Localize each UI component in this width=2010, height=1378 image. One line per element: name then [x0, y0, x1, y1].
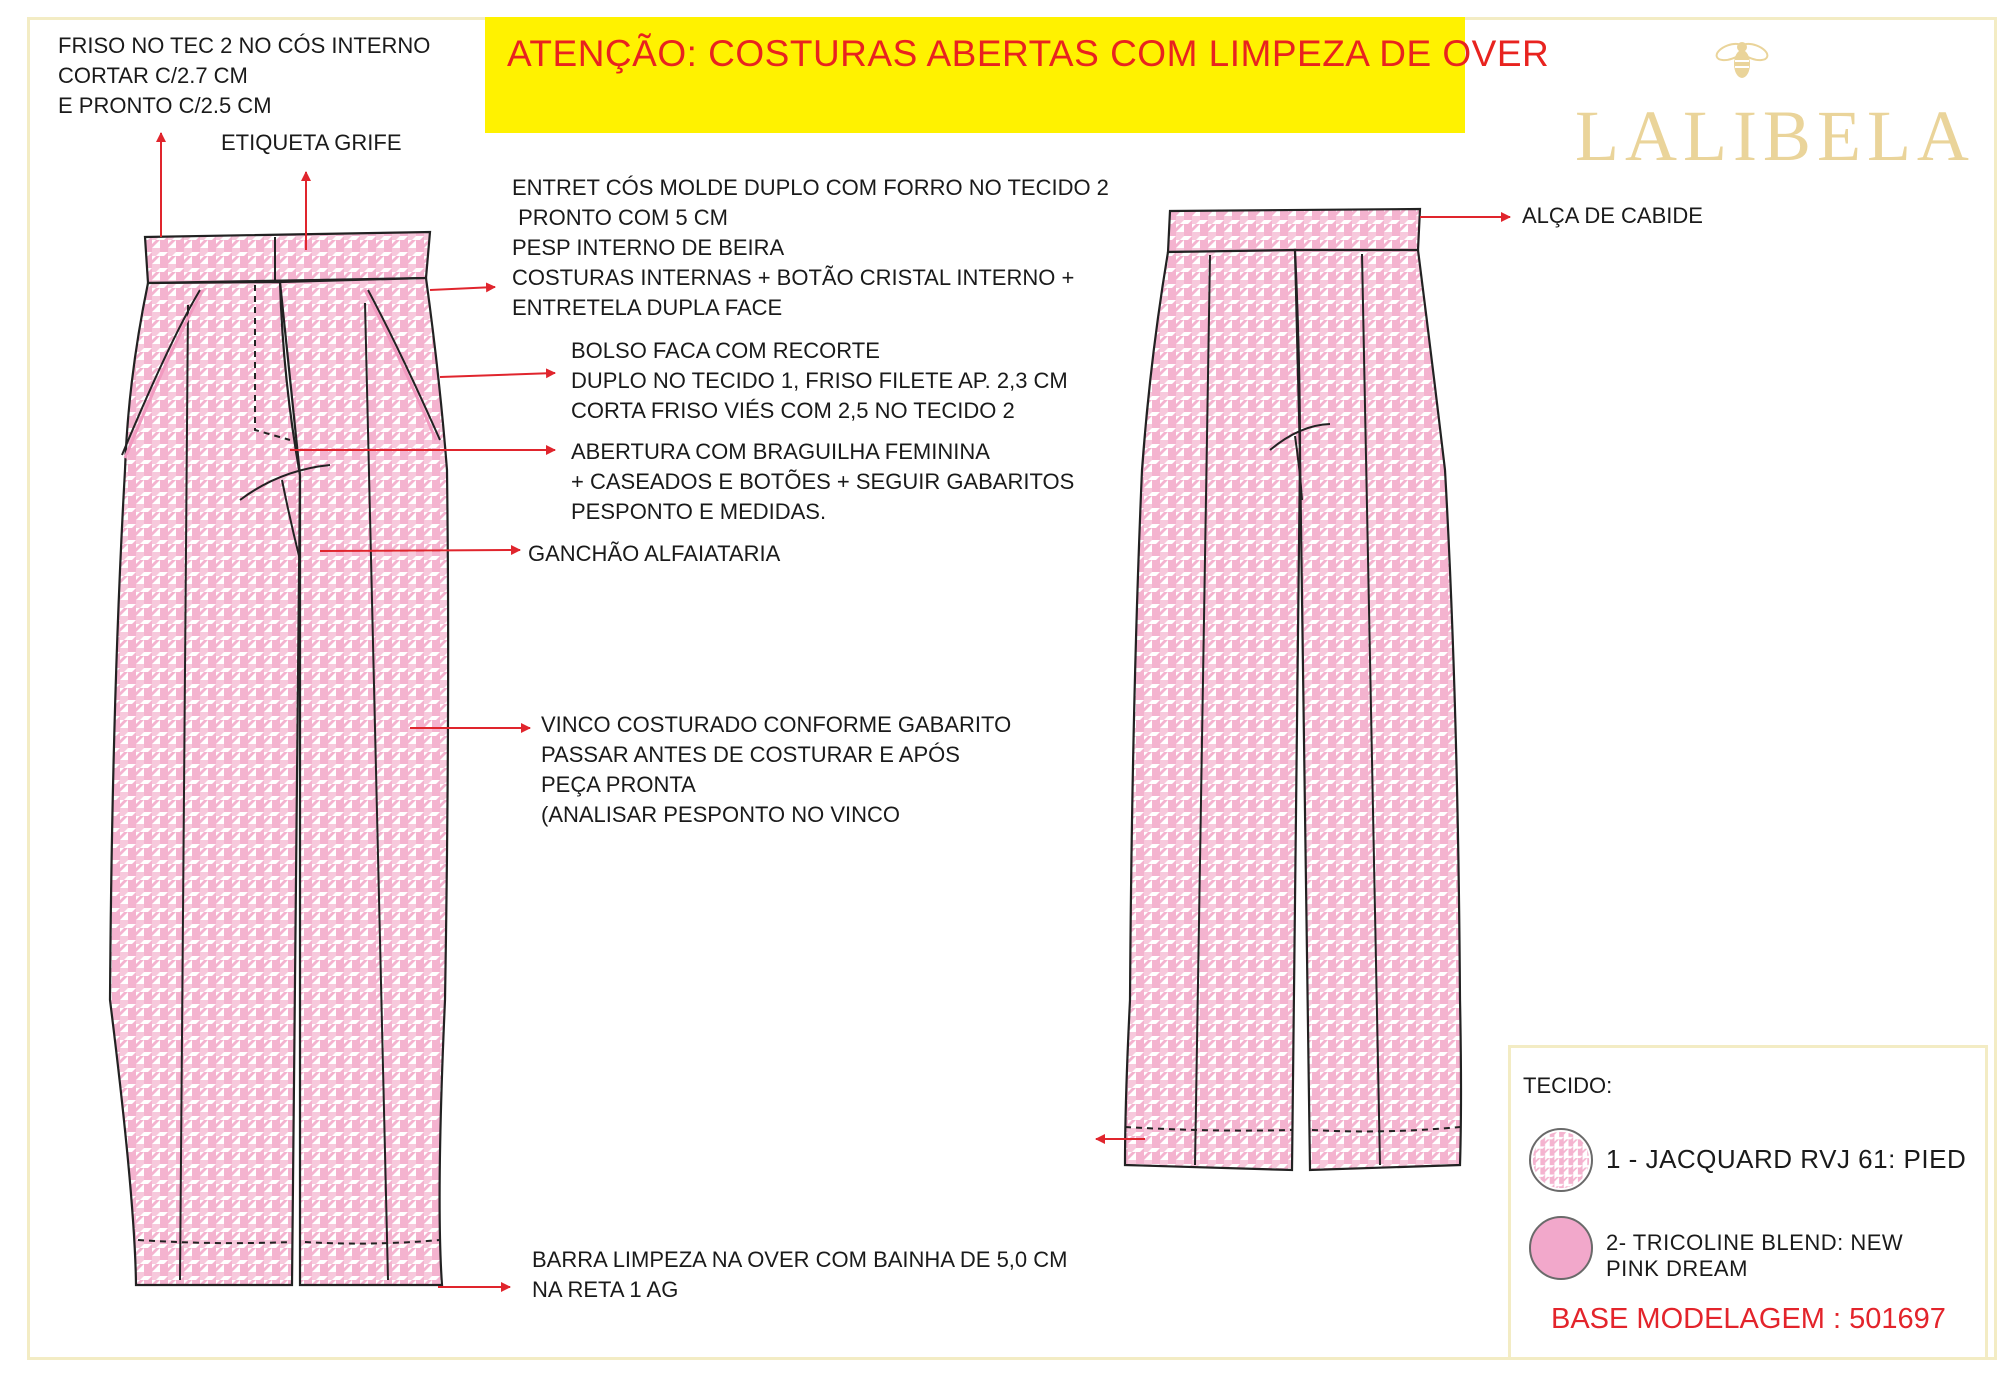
note-entret	[512, 173, 1109, 323]
front-pants	[110, 232, 448, 1285]
note-line: PRONTO COM 5 CM	[512, 205, 728, 230]
legend-title: TECIDO:	[1523, 1073, 1613, 1098]
note-line: ABERTURA COM BRAGUILHA FEMININA	[571, 439, 990, 464]
note-line: GANCHÃO ALFAIATARIA	[528, 541, 781, 566]
note-line: CORTAR C/2.7 CM	[58, 63, 248, 88]
note-line: ENTRETELA DUPLA FACE	[512, 295, 783, 320]
note-line: FRISO NO TEC 2 NO CÓS INTERNO	[58, 33, 431, 58]
fabric-legend	[1508, 1045, 1988, 1360]
note-vinco	[541, 710, 1011, 830]
note-line: ALÇA DE CABIDE	[1522, 203, 1703, 228]
note-line: E PRONTO C/2.5 CM	[58, 93, 272, 118]
note-line: NA RETA 1 AG	[532, 1277, 679, 1302]
note-line: BOLSO FACA COM RECORTE	[571, 338, 880, 363]
note-line: PESPONTO E MEDIDAS.	[571, 499, 827, 524]
warning-text: ATENÇÃO: COSTURAS ABERTAS COM LIMPEZA DE OVER	[507, 33, 1550, 74]
note-line: + CASEADOS E BOTÕES + SEGUIR GABARITOS	[571, 469, 1075, 494]
note-friso	[58, 31, 430, 121]
note-line: COSTURAS INTERNAS + BOTÃO CRISTAL INTERNO +	[512, 265, 1075, 290]
note-line: PASSAR ANTES DE COSTURAR E APÓS	[541, 742, 960, 767]
note-ganchao	[528, 539, 780, 569]
note-line: VINCO COSTURADO CONFORME GABARITO	[541, 712, 1012, 737]
note-bolso	[571, 336, 1068, 426]
legend-item-2	[1606, 1230, 1903, 1282]
pied-de-poule-swatch-icon	[1529, 1128, 1593, 1192]
note-line: ENTRET CÓS MOLDE DUPLO COM FORRO NO TECIDO 2	[512, 175, 1109, 200]
note-line: (ANALISAR PESPONTO NO VINCO	[541, 802, 901, 827]
note-line: DUPLO NO TECIDO 1, FRISO FILETE AP. 2,3 CM	[571, 368, 1068, 393]
solid-pink-swatch-icon	[1529, 1216, 1593, 1280]
note-etiqueta	[221, 128, 402, 158]
back-pants	[1125, 209, 1461, 1170]
legend-line: PINK DREAM	[1606, 1256, 1748, 1281]
legend-line: 2- TRICOLINE BLEND: NEW	[1606, 1230, 1904, 1255]
note-barra	[532, 1245, 1067, 1305]
base-modelagem: BASE MODELAGEM : 501697	[1551, 1303, 1946, 1335]
note-abertura	[571, 437, 1074, 527]
note-line: PEÇA PRONTA	[541, 772, 696, 797]
brand-logo: LALIBELA	[1575, 96, 1975, 176]
note-line: ETIQUETA GRIFE	[221, 130, 402, 155]
legend-item-1: 1 - JACQUARD RVJ 61: PIED	[1606, 1144, 1967, 1174]
note-alca	[1522, 201, 1703, 231]
note-line: PESP INTERNO DE BEIRA	[512, 235, 785, 260]
note-line: CORTA FRISO VIÉS COM 2,5 NO TECIDO 2	[571, 398, 1015, 423]
note-line: BARRA LIMPEZA NA OVER COM BAINHA DE 5,0 CM	[532, 1247, 1068, 1272]
